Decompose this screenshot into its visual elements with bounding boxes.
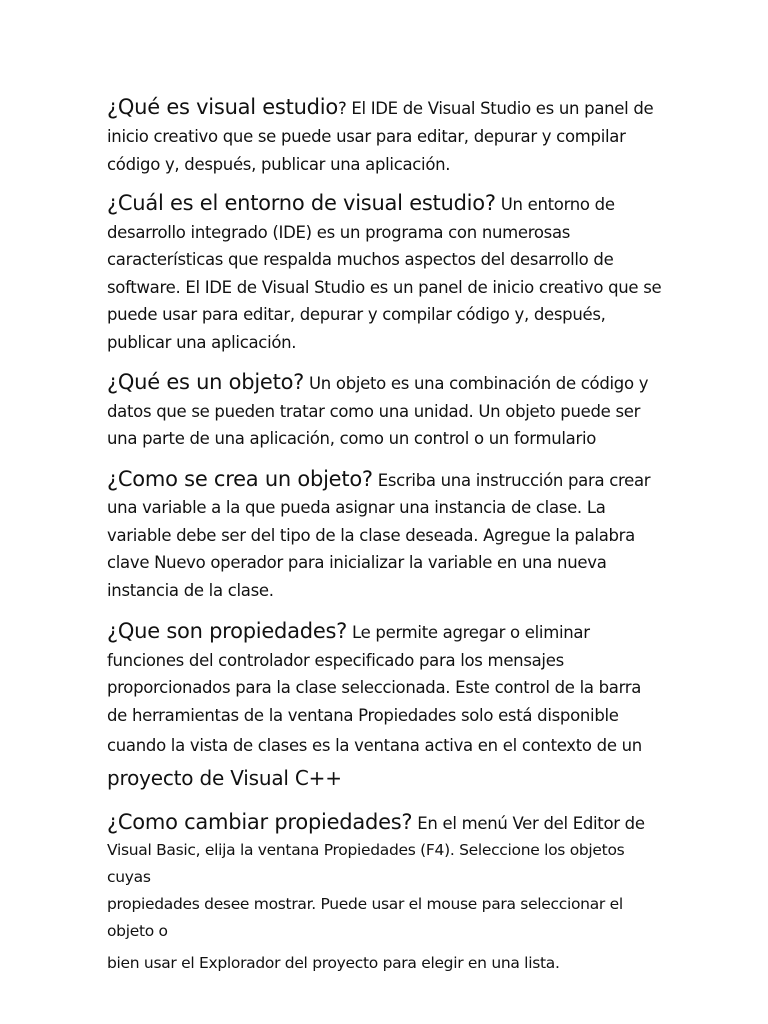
question-heading: ¿Que son propiedades? [107, 619, 348, 643]
qa-properties [107, 618, 667, 795]
question-heading: ¿Como cambiar propiedades? [107, 810, 413, 834]
question-heading: ¿Qué es un objeto? [107, 370, 305, 394]
answer-line: bien usar el Explorador del proyecto para elegir en una lista. [107, 954, 560, 972]
answer-text: Un entorno de desarrollo integrado (IDE) es un programa con numerosas características que respalda muchos aspectos del desarrollo de software. El IDE de Visual Studio es un panel de inicio creativo que se puede usar para editar, depurar y compilar código y, después, publicar una aplicación. [107, 195, 662, 352]
answer-line: de herramientas de la ventana Propiedades solo está disponible [107, 705, 619, 725]
question-heading: ¿Qué es visual estudio [107, 95, 338, 119]
answer-line: proyecto de Visual C++ [107, 766, 342, 790]
qa-change-properties [107, 809, 667, 982]
answer-line: proporcionados para la clase seleccionada. Este control de la barra [107, 678, 642, 697]
qa-what-is-object [107, 369, 667, 453]
answer-text: ? El IDE de Visual Studio es un panel de inicio creativo que se puede usar para editar, depurar y compilar código y, después, publicar una aplicación. [107, 99, 654, 174]
answer-line: ¿Que son propiedades? Le permite agregar o eliminar [107, 619, 590, 643]
question-heading: ¿Como se crea un objeto? [107, 466, 373, 491]
answer-line: propiedades desee mostrar. Puede usar el mouse para seleccionar el objeto o [107, 895, 623, 940]
qa-create-object [107, 466, 667, 605]
qa-environment [107, 190, 667, 356]
qa-what-is-visual-studio [107, 93, 667, 179]
answer-line: Visual Basic, elija la ventana Propiedades (F4). Seleccione los objetos cuyas [107, 841, 625, 886]
answer-line: ¿Como cambiar propiedades? En el menú Ver del Editor de [107, 810, 645, 834]
question-heading: ¿Cuál es el entorno de visual estudio? [107, 191, 496, 215]
answer-line: cuando la vista de clases es la ventana activa en el contexto de un [107, 736, 642, 755]
answer-line: funciones del controlador especificado para los mensajes [107, 650, 564, 670]
answer-text: Escriba una instrucción para crear una variable a la que pueda asignar una instancia de clase. La variable debe ser del tipo de la clase deseada. Agregue la palabra clave Nuevo operador para inicializar la variable en una nueva instancia de la clase. [107, 470, 651, 600]
document-page [107, 93, 667, 982]
answer-text: Un objeto es una combinación de código y datos que se pueden tratar como una unidad. Un objeto puede ser una parte de una aplicación, como un control o un formulario [107, 374, 649, 448]
